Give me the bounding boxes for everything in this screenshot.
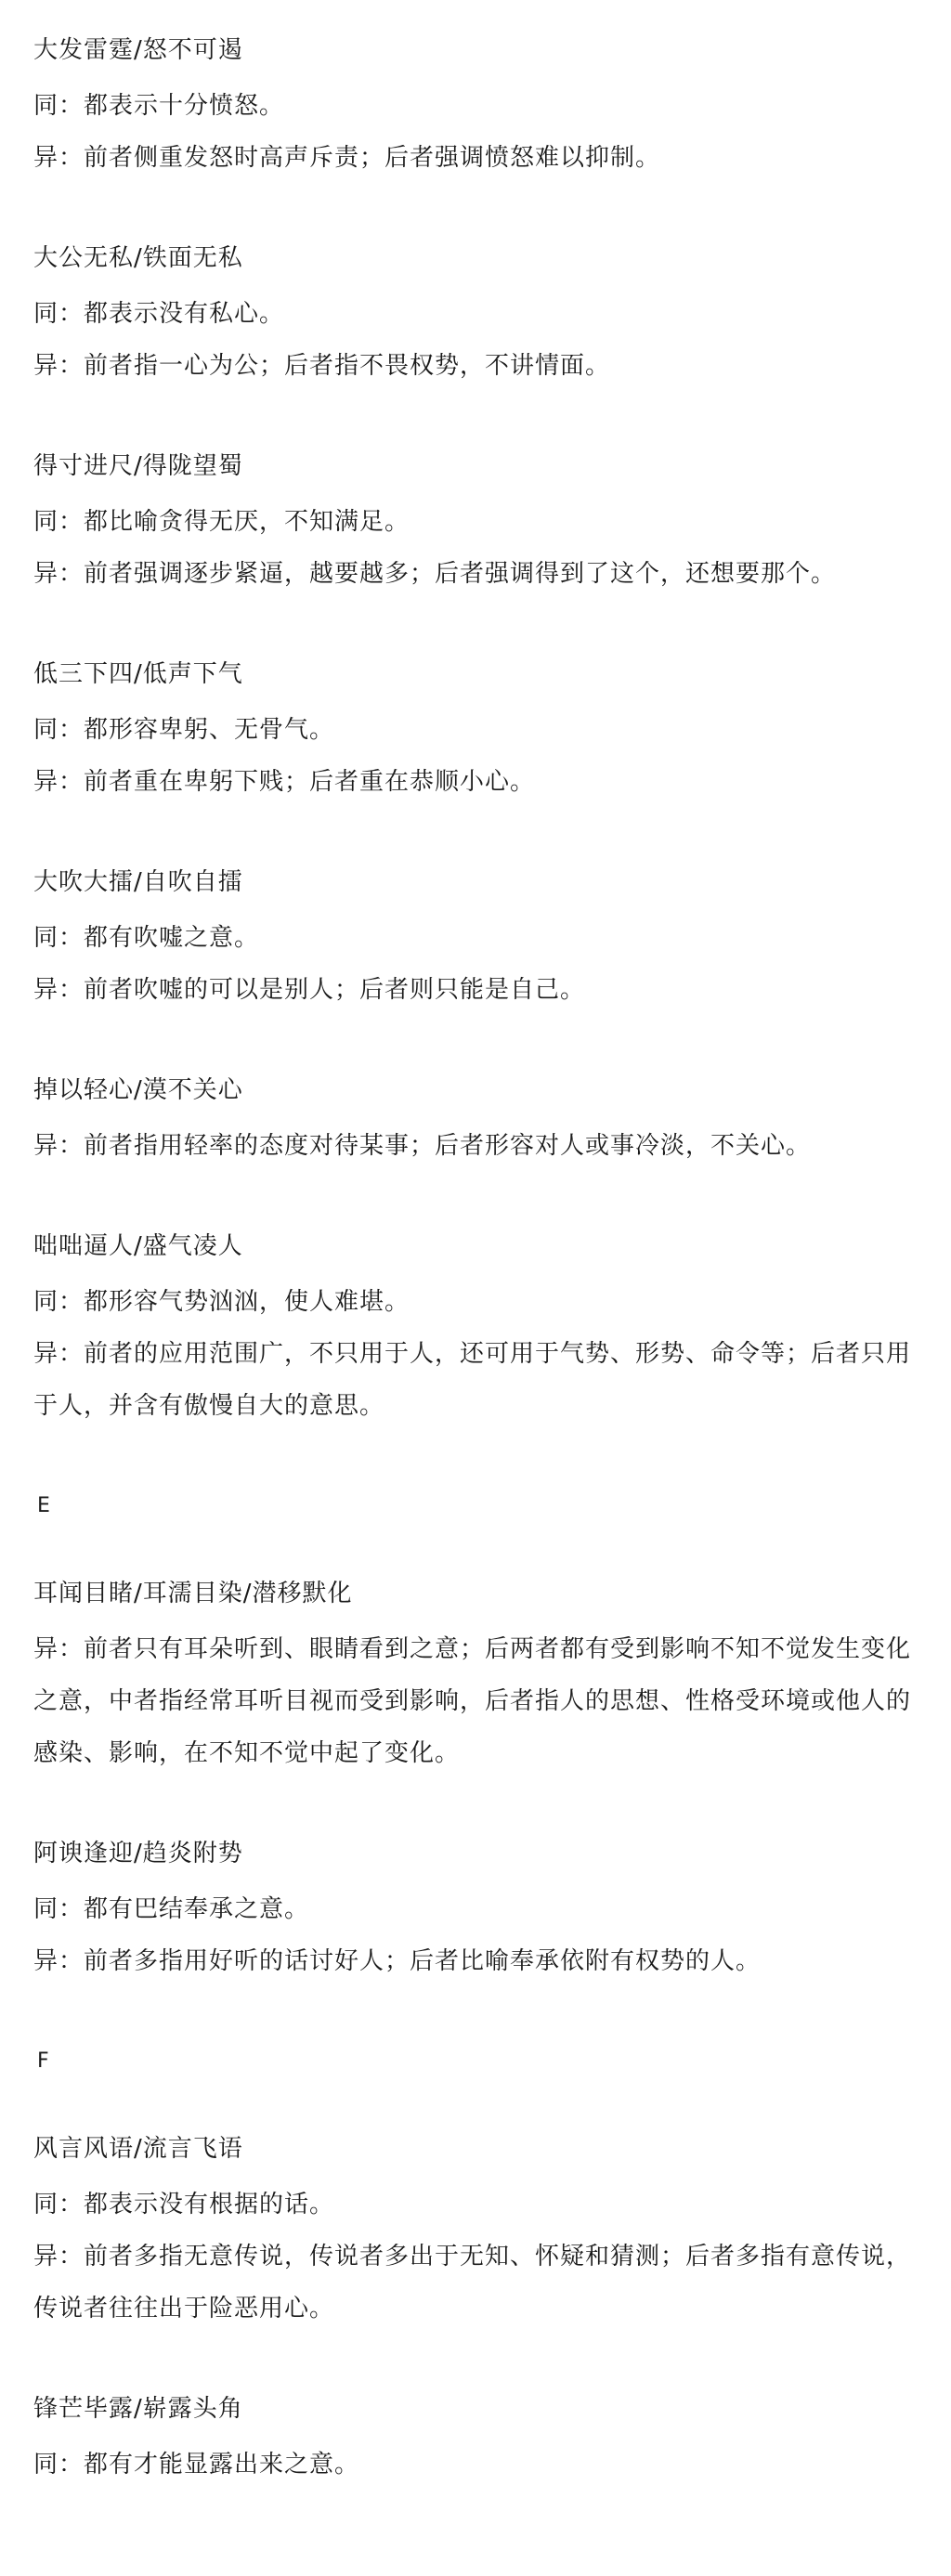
similarity-line: 同：都形容卑躬、无骨气。 xyxy=(33,716,335,744)
idiom-entry xyxy=(33,2390,918,2491)
difference-line: 异：前者重在卑躬下贱；后者重在恭顺小心。 xyxy=(33,768,536,796)
difference-line: 异：前者只有耳朵听到、眼睛看到之意；后两者都有受到影响不知不觉发生变化 xyxy=(33,1635,912,1663)
similarity-line: 同：都比喻贪得无厌，不知满足。 xyxy=(33,508,410,536)
idiom-entry xyxy=(33,864,918,1016)
difference-line: 异：前者吹嘘的可以是别人；后者则只能是自己。 xyxy=(33,976,586,1004)
difference-line-continued: 于人，并含有傲慢自大的意思。 xyxy=(33,1392,385,1420)
entry-title: 耳闻目睹/耳濡目染/潜移默化 xyxy=(33,1580,353,1607)
difference-line: 异：前者指一心为公；后者指不畏权势，不讲情面。 xyxy=(33,352,611,380)
section-letter-e: E xyxy=(37,1494,50,1517)
entry-title: 低三下四/低声下气 xyxy=(33,660,243,688)
difference-line: 异：前者强调逐步紧逼，越要越多；后者强调得到了这个，还想要那个。 xyxy=(33,560,837,588)
similarity-line: 同：都有巴结奉承之意。 xyxy=(33,1895,310,1923)
entry-title: 大公无私/铁面无私 xyxy=(33,244,243,272)
entry-title: 得寸进尺/得陇望蜀 xyxy=(33,452,243,480)
difference-line-continued: 传说者往往出于险恶用心。 xyxy=(33,2295,335,2322)
similarity-line: 同：都表示没有根据的话。 xyxy=(33,2191,335,2218)
difference-line: 异：前者侧重发怒时高声斥责；后者强调愤怒难以抑制。 xyxy=(33,144,661,172)
idiom-entry xyxy=(33,1228,918,1432)
similarity-line: 同：都表示没有私心。 xyxy=(33,300,285,328)
entry-title: 阿谀逢迎/趋炎附势 xyxy=(33,1840,243,1867)
idiom-entry xyxy=(33,656,918,808)
difference-line-continued: 感染、影响，在不知不觉中起了变化。 xyxy=(33,1739,461,1767)
entry-title: 大吹大擂/自吹自擂 xyxy=(33,868,243,896)
idiom-entry xyxy=(33,1072,918,1172)
similarity-line: 同：都表示十分愤怒。 xyxy=(33,92,285,120)
entry-title: 锋芒毕露/崭露头角 xyxy=(33,2395,243,2423)
idiom-entry xyxy=(33,448,918,600)
entry-title: 咄咄逼人/盛气凌人 xyxy=(33,1232,243,1260)
idiom-entry xyxy=(33,2130,918,2335)
difference-line: 异：前者多指用好听的话讨好人；后者比喻奉承依附有权势的人。 xyxy=(33,1947,762,1975)
section-letter-f: F xyxy=(37,2049,49,2073)
idiom-entry xyxy=(33,1575,918,1779)
similarity-line: 同：都有才能显露出来之意。 xyxy=(33,2451,360,2478)
similarity-line: 同：都形容气势汹汹，使人难堪。 xyxy=(33,1288,410,1316)
entry-title: 大发雷霆/怒不可遏 xyxy=(33,36,243,64)
entry-title: 风言风语/流言飞语 xyxy=(33,2135,243,2163)
idiom-entry xyxy=(33,240,918,392)
similarity-line: 同：都有吹嘘之意。 xyxy=(33,924,260,952)
entry-title: 掉以轻心/漠不关心 xyxy=(33,1076,243,1104)
difference-line: 异：前者多指无意传说，传说者多出于无知、怀疑和猜测；后者多指有意传说， xyxy=(33,2243,912,2270)
idiom-entry xyxy=(33,1835,918,1987)
difference-line-continued: 之意，中者指经常耳听目视而受到影响，后者指人的思想、性格受环境或他人的 xyxy=(33,1687,912,1715)
difference-line: 异：前者指用轻率的态度对待某事；后者形容对人或事冷淡，不关心。 xyxy=(33,1132,812,1160)
idiom-entry xyxy=(33,32,918,184)
difference-line: 异：前者的应用范围广，不只用于人，还可用于气势、形势、命令等；后者只用 xyxy=(33,1340,912,1368)
